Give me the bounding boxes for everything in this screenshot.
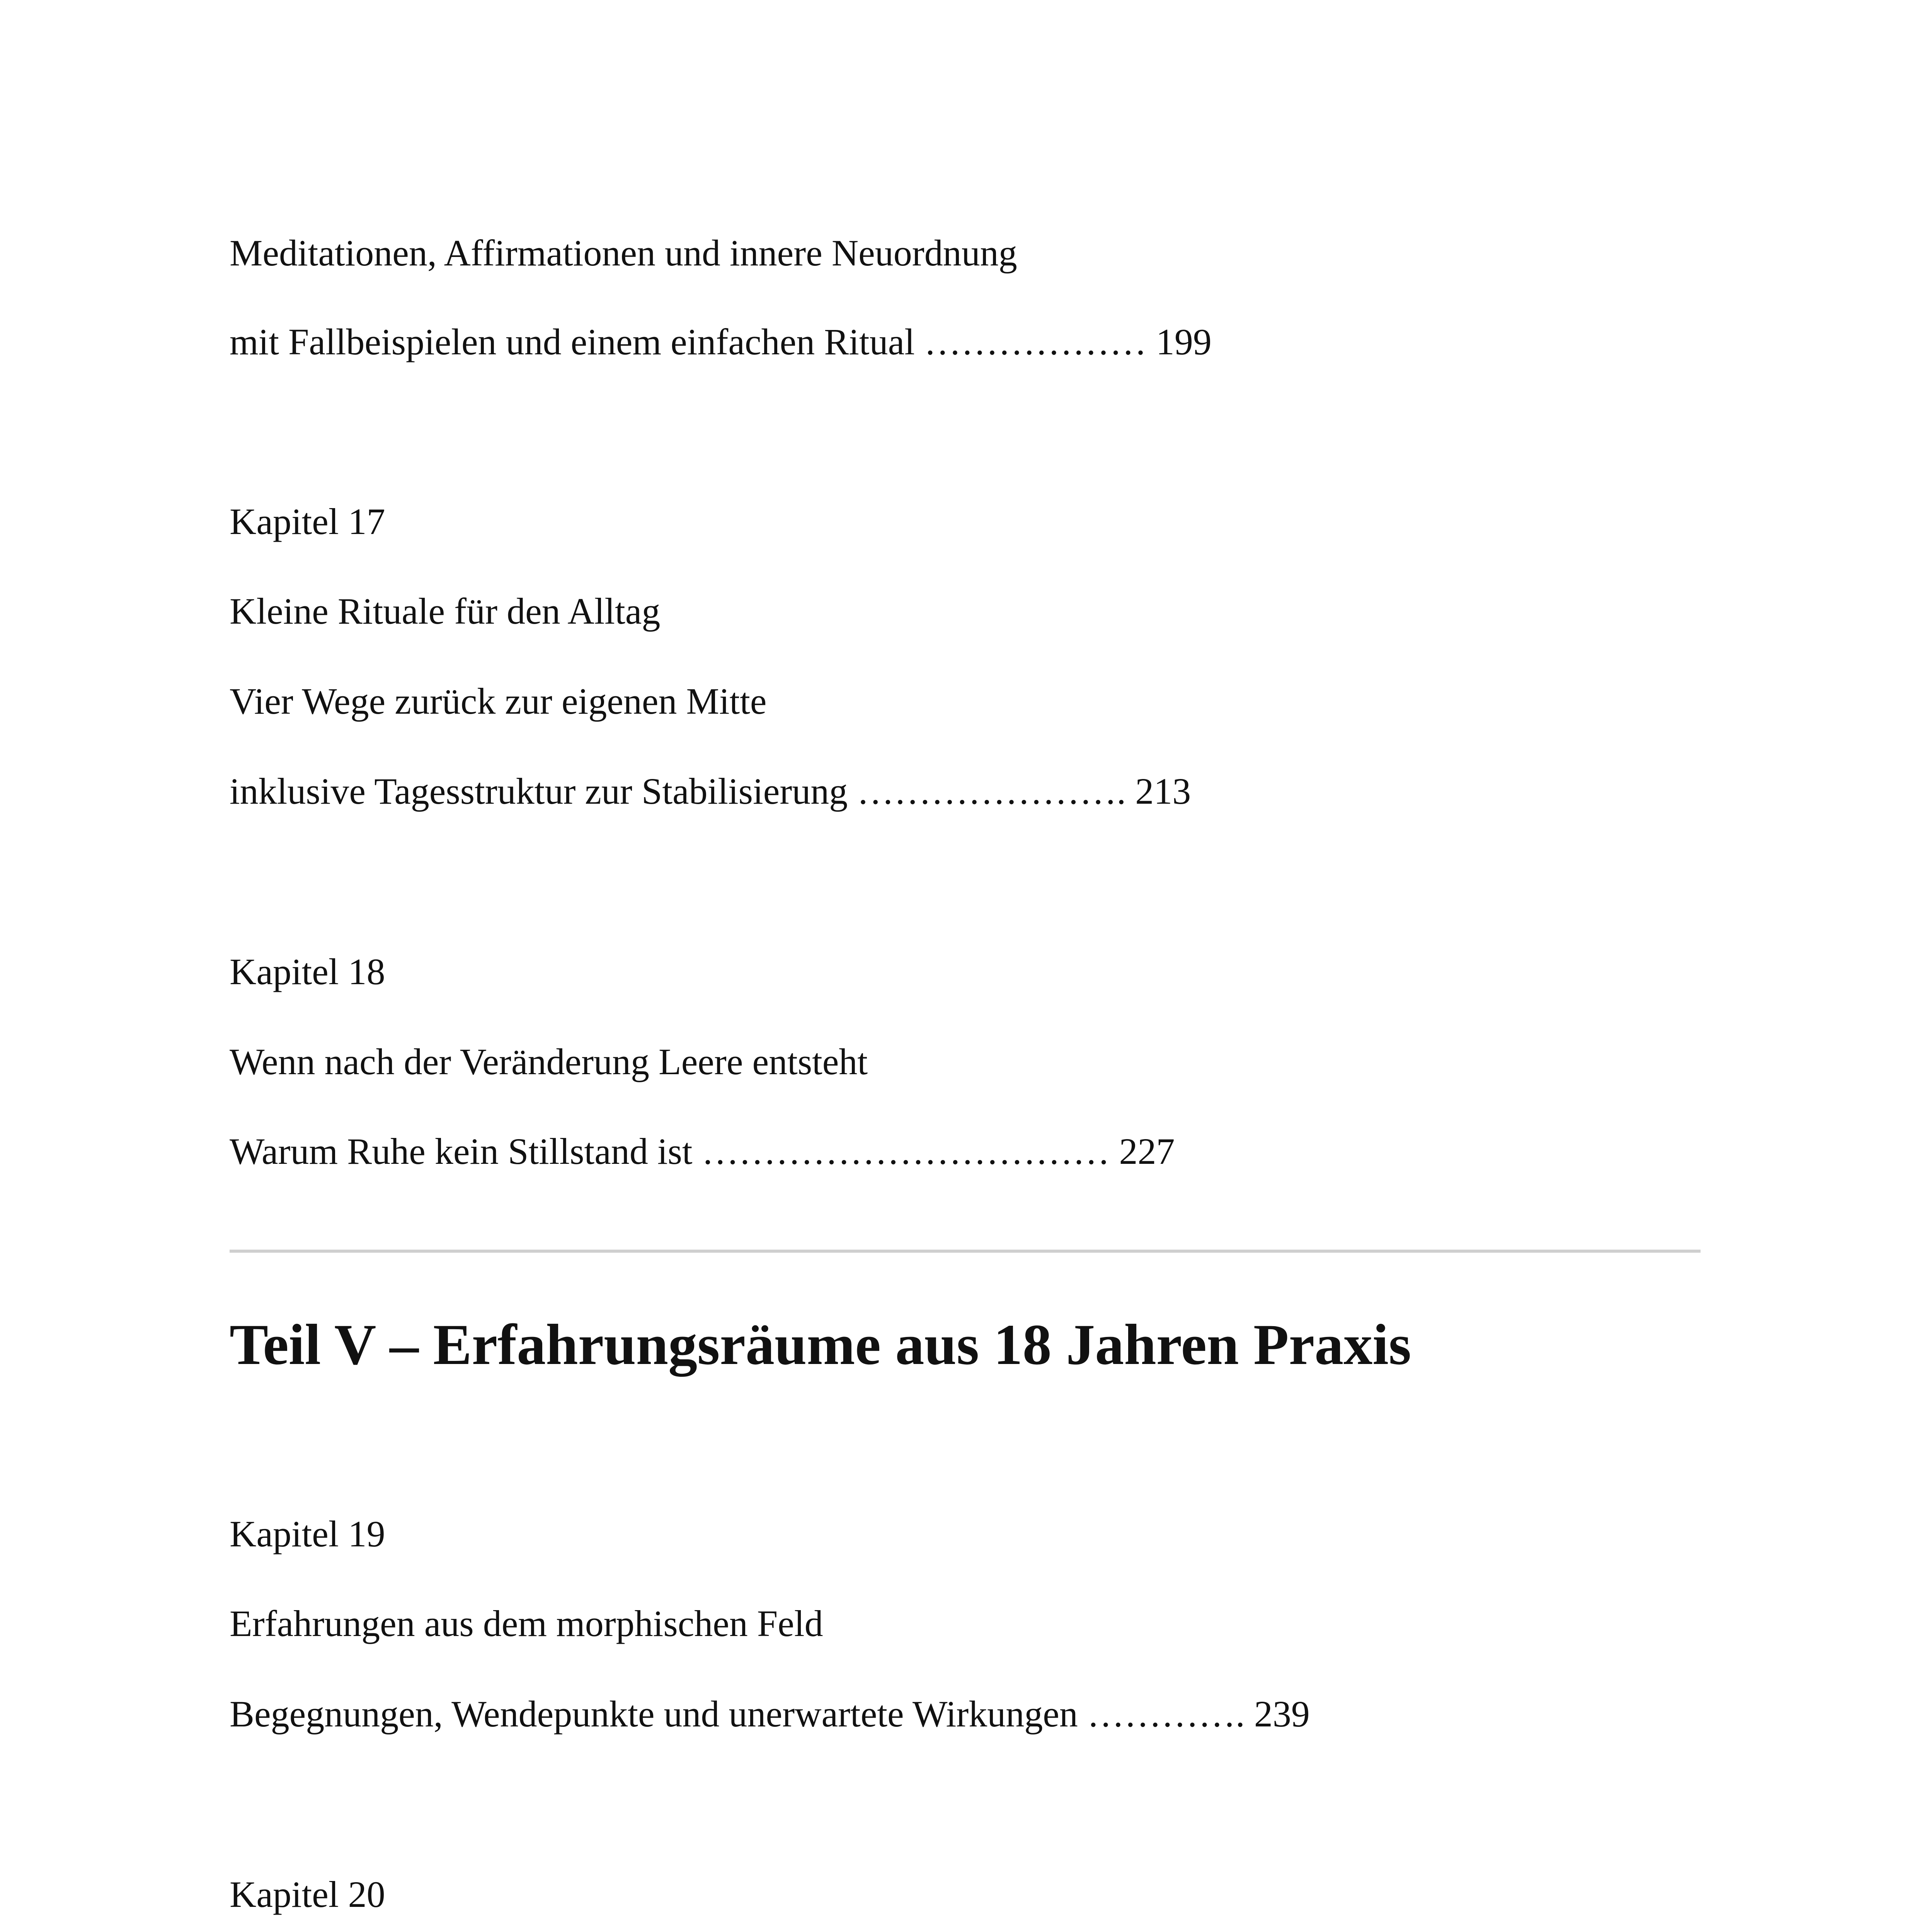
chapter-19-page-line: Begegnungen, Wendepunkte und unerwartete Wirkungen …………. 239: [230, 1693, 1310, 1735]
toc-entry-16-line-2: mit Fallbeispielen und einem einfachen Ritual ……………… 199: [230, 321, 1212, 362]
toc-entry-16-line-1: Meditationen, Affirmationen und innere Neuordnung: [230, 232, 1017, 274]
chapter-17-title: Kleine Rituale für den Alltag: [230, 590, 661, 632]
chapter-17-subtitle: Vier Wege zurück zur eigenen Mitte: [230, 680, 767, 722]
section-divider: [230, 1250, 1701, 1253]
chapter-18-label: Kapitel 18: [230, 951, 385, 992]
part-5-heading: Teil V – Erfahrungsräume aus 18 Jahren Praxis: [230, 1313, 1411, 1377]
chapter-17-page-line: inklusive Tagesstruktur zur Stabilisierung …………………. 213: [230, 770, 1191, 812]
chapter-19-label: Kapitel 19: [230, 1513, 385, 1554]
chapter-17-label: Kapitel 17: [230, 501, 385, 542]
chapter-19-title: Erfahrungen aus dem morphischen Feld: [230, 1603, 823, 1644]
chapter-18-page-line: Warum Ruhe kein Stillstand ist …………………………… 227: [230, 1131, 1175, 1172]
chapter-20-label: Kapitel 20: [230, 1874, 385, 1915]
chapter-18-title: Wenn nach der Veränderung Leere entsteht: [230, 1041, 868, 1082]
